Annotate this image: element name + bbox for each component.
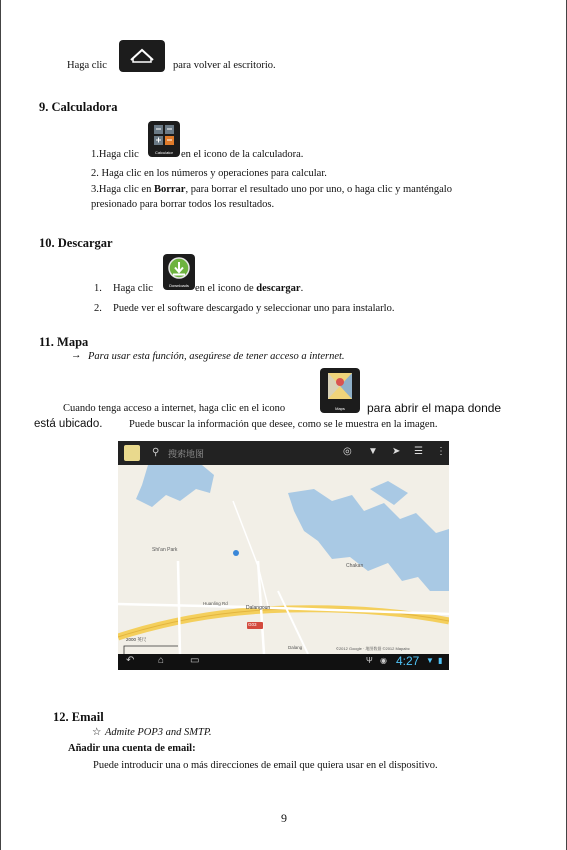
downloads-icon-caption: Downloads xyxy=(169,283,189,288)
back-icon[interactable]: ↶ xyxy=(126,655,135,666)
my-location-icon[interactable]: ◎ xyxy=(343,446,352,457)
dl-num2: 2. xyxy=(94,303,102,314)
places-icon[interactable]: ▼ xyxy=(368,446,378,457)
arrow-icon: → xyxy=(71,350,82,361)
home-button-icon xyxy=(119,40,165,72)
calc-line3-cont: presionado para borrar todos los resultados. xyxy=(91,199,275,210)
android-icon: ◉ xyxy=(380,656,387,665)
map-label-chakan: Chakan xyxy=(346,563,364,569)
section-11-title: 11. Mapa xyxy=(39,335,89,349)
usb-icon: Ψ xyxy=(366,656,373,665)
dl-line2: Puede ver el software descargado y seleccionar uno para instalarlo. xyxy=(113,303,395,314)
calc-line3: 3.Haga clic en Borrar, para borrar el resultado uno por uno, o haga clic y manténgalo xyxy=(91,184,452,195)
search-icon[interactable]: ⚲ xyxy=(152,447,160,458)
map-road-shield: G03 xyxy=(248,622,257,627)
directions-icon[interactable]: ➤ xyxy=(392,446,401,457)
home-icon[interactable]: ⌂ xyxy=(158,655,165,666)
map-search-input[interactable]: 搜索地图 xyxy=(168,449,205,459)
section-9-title: 9. Calculadora xyxy=(39,100,118,114)
map-para-a: Cuando tenga acceso a internet, haga clic en el icono xyxy=(63,403,286,414)
map-label-dalang: Dalang xyxy=(288,645,303,650)
menu-icon[interactable]: ⋮ xyxy=(436,446,446,457)
dl-line1-b: en el icono de descargar. xyxy=(195,283,304,294)
battery-icon: ▮ xyxy=(438,656,443,665)
home-line-before: Haga clic xyxy=(67,60,107,71)
section-10-title: 10. Descargar xyxy=(39,236,113,250)
map-label-park: Shi'an Park xyxy=(152,547,178,553)
map-label-dalangoun: Dalangoun xyxy=(246,605,271,611)
map-scale: 2000 英尺 xyxy=(126,637,147,642)
calculator-icon-caption: Calculator xyxy=(154,150,173,155)
calc-line1-b: en el icono de la calculadora. xyxy=(181,149,304,160)
calc-line1-a: 1.Haga clic xyxy=(91,149,139,160)
maps-icon xyxy=(320,368,360,413)
layers-icon[interactable]: ☰ xyxy=(414,446,423,457)
dl-line1-a: Haga clic xyxy=(113,283,153,294)
map-screenshot xyxy=(118,441,449,670)
star-icon: ☆ xyxy=(92,727,102,738)
maps-app-icon xyxy=(124,445,140,461)
email-subtitle: Añadir una cuenta de email: xyxy=(68,743,196,754)
map-para-c: está ubicado. xyxy=(34,418,103,430)
section-12-title: 12. Email xyxy=(53,710,104,724)
clock: 4:27 xyxy=(396,654,420,668)
map-para-d: Puede buscar la información que desee, como se le muestra en la imagen. xyxy=(129,419,438,430)
calculator-icon xyxy=(148,121,180,157)
dl-num1: 1. xyxy=(94,283,102,294)
page-number: 9 xyxy=(281,811,287,825)
wifi-icon: ▼ xyxy=(426,656,434,665)
descargar-bold: descargar xyxy=(256,283,301,294)
calc-line2: 2. Haga clic en los números y operaciones para calcular. xyxy=(91,168,327,179)
map-copyright: ©2012 Google · 地图数据 ©2012 Mapabc xyxy=(336,646,410,651)
downloads-icon xyxy=(163,254,195,290)
borrar-bold: Borrar xyxy=(153,184,186,195)
map-note: Para usar esta función, asegúrese de tener acceso a internet. xyxy=(88,351,345,362)
maps-icon-caption: Maps xyxy=(335,406,345,411)
map-para-b: para abrir el mapa donde xyxy=(367,401,502,415)
email-note: Admite POP3 and SMTP. xyxy=(105,727,212,738)
home-line-after: para volver al escritorio. xyxy=(173,60,276,71)
system-bar xyxy=(118,654,449,670)
map-top-bar xyxy=(118,441,449,465)
recent-apps-icon[interactable]: ▭ xyxy=(190,655,200,666)
email-body: Puede introducir una o más direcciones de email que quiera usar en el dispositivo. xyxy=(93,760,438,771)
map-label-road: Huanling Rd xyxy=(203,601,228,606)
